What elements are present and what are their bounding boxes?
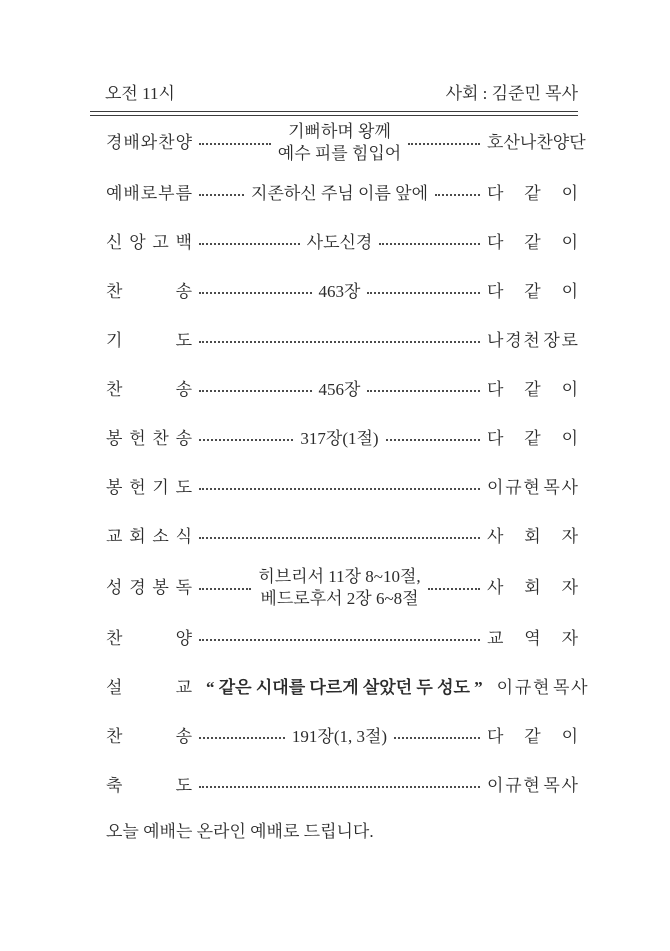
dot-leader	[394, 737, 480, 739]
item-presenter: 이 규 현 목 사	[496, 677, 588, 697]
dot-leader	[199, 292, 312, 294]
item-presenter: 사 회 자	[487, 526, 578, 546]
program-row	[106, 116, 586, 169]
item-label: 경 배 와 찬 양	[106, 132, 192, 152]
dot-leader	[199, 737, 285, 739]
item-content-line: 예수 피를 힘입어	[277, 143, 402, 163]
item-presenter: 나 경 천 장 로	[487, 330, 578, 350]
item-label: 예 배 로 부 름	[106, 183, 192, 203]
item-presenter: 다 같 이	[487, 281, 578, 301]
item-content-line: 베드로후서 2장 6~8절	[260, 588, 419, 608]
item-label: 찬 양	[106, 628, 192, 648]
program-row	[106, 663, 588, 712]
program-row	[106, 365, 578, 414]
item-label: 봉 헌 기 도	[106, 477, 192, 497]
item-presenter: 이 규 현 목 사	[487, 477, 578, 497]
item-presenter: 다 같 이	[487, 232, 579, 252]
item-presenter: 이 규 현 목 사	[487, 775, 578, 795]
dot-leader	[199, 488, 480, 490]
item-label: 기 도	[106, 330, 192, 350]
item-label: 성 경 봉 독	[106, 577, 192, 597]
item-label: 신 앙 고 백	[106, 232, 192, 252]
item-content: 317장(1절)	[300, 428, 379, 448]
item-content: 지존하신 주님 이름 앞에	[251, 183, 428, 203]
dot-leader	[386, 439, 480, 441]
program-row	[106, 561, 578, 614]
program-row	[106, 712, 578, 761]
dot-leader	[199, 390, 312, 392]
service-time: 오전 11시	[105, 84, 175, 103]
item-label: 축 도	[106, 775, 192, 795]
dot-leader	[199, 537, 480, 539]
program-row	[106, 463, 578, 512]
item-presenter: 다 같 이	[487, 726, 579, 746]
dot-leader	[435, 194, 480, 196]
item-presenter: 다 같 이	[487, 428, 579, 448]
item-label: 설 교	[106, 677, 192, 697]
dot-leader	[199, 341, 480, 343]
item-content	[278, 121, 401, 165]
item-content: 사도신경	[306, 232, 373, 252]
presider-label: 사회 : 김준민 목사	[445, 84, 578, 103]
bulletin-content	[90, 84, 588, 843]
program-row	[106, 761, 578, 810]
item-presenter: 다 같 이	[487, 379, 578, 399]
item-content: 191장(1, 3절)	[291, 726, 388, 746]
item-label: 찬 송	[106, 726, 192, 746]
dot-leader	[199, 194, 244, 196]
item-label: 봉 헌 찬 송	[106, 428, 192, 448]
item-label: 찬 송	[106, 379, 192, 399]
item-content: 456장	[318, 379, 361, 399]
program-row	[106, 316, 578, 365]
item-content	[258, 566, 420, 610]
dot-leader	[408, 143, 480, 145]
item-content-line: 히브리서 11장 8~10절,	[258, 566, 421, 586]
program-row	[106, 218, 578, 267]
item-presenter: 다 같 이	[487, 183, 579, 203]
item-content-line: 기뻐하며 왕께	[288, 121, 391, 141]
dot-leader	[199, 243, 300, 245]
item-label: 찬 송	[106, 281, 192, 301]
dot-leader	[199, 439, 293, 441]
item-presenter: 교 역 자	[487, 628, 578, 648]
dot-leader	[379, 243, 480, 245]
program-row	[106, 267, 578, 316]
dot-leader	[199, 143, 271, 145]
dot-leader	[367, 292, 480, 294]
program-rows	[90, 116, 588, 810]
item-label: 교 회 소 식	[106, 526, 192, 546]
item-content: 463장	[318, 281, 361, 301]
bulletin-header	[90, 84, 578, 104]
program-row	[106, 512, 578, 561]
program-row	[106, 414, 578, 463]
item-presenter: 사 회 자	[487, 577, 579, 597]
program-row	[106, 614, 578, 663]
dot-leader	[199, 588, 251, 590]
program-row	[106, 169, 578, 218]
dot-leader	[367, 390, 480, 392]
dot-leader	[199, 639, 480, 641]
dot-leader	[428, 588, 480, 590]
dot-leader	[199, 786, 480, 788]
online-service-note: 오늘 예배는 온라인 예배로 드립니다.	[106, 822, 374, 841]
sermon-title: “ 같은 시대를 다르게 살았던 두 성도 ”	[206, 677, 483, 697]
item-presenter: 호 산 나 찬 양 단	[487, 132, 586, 152]
